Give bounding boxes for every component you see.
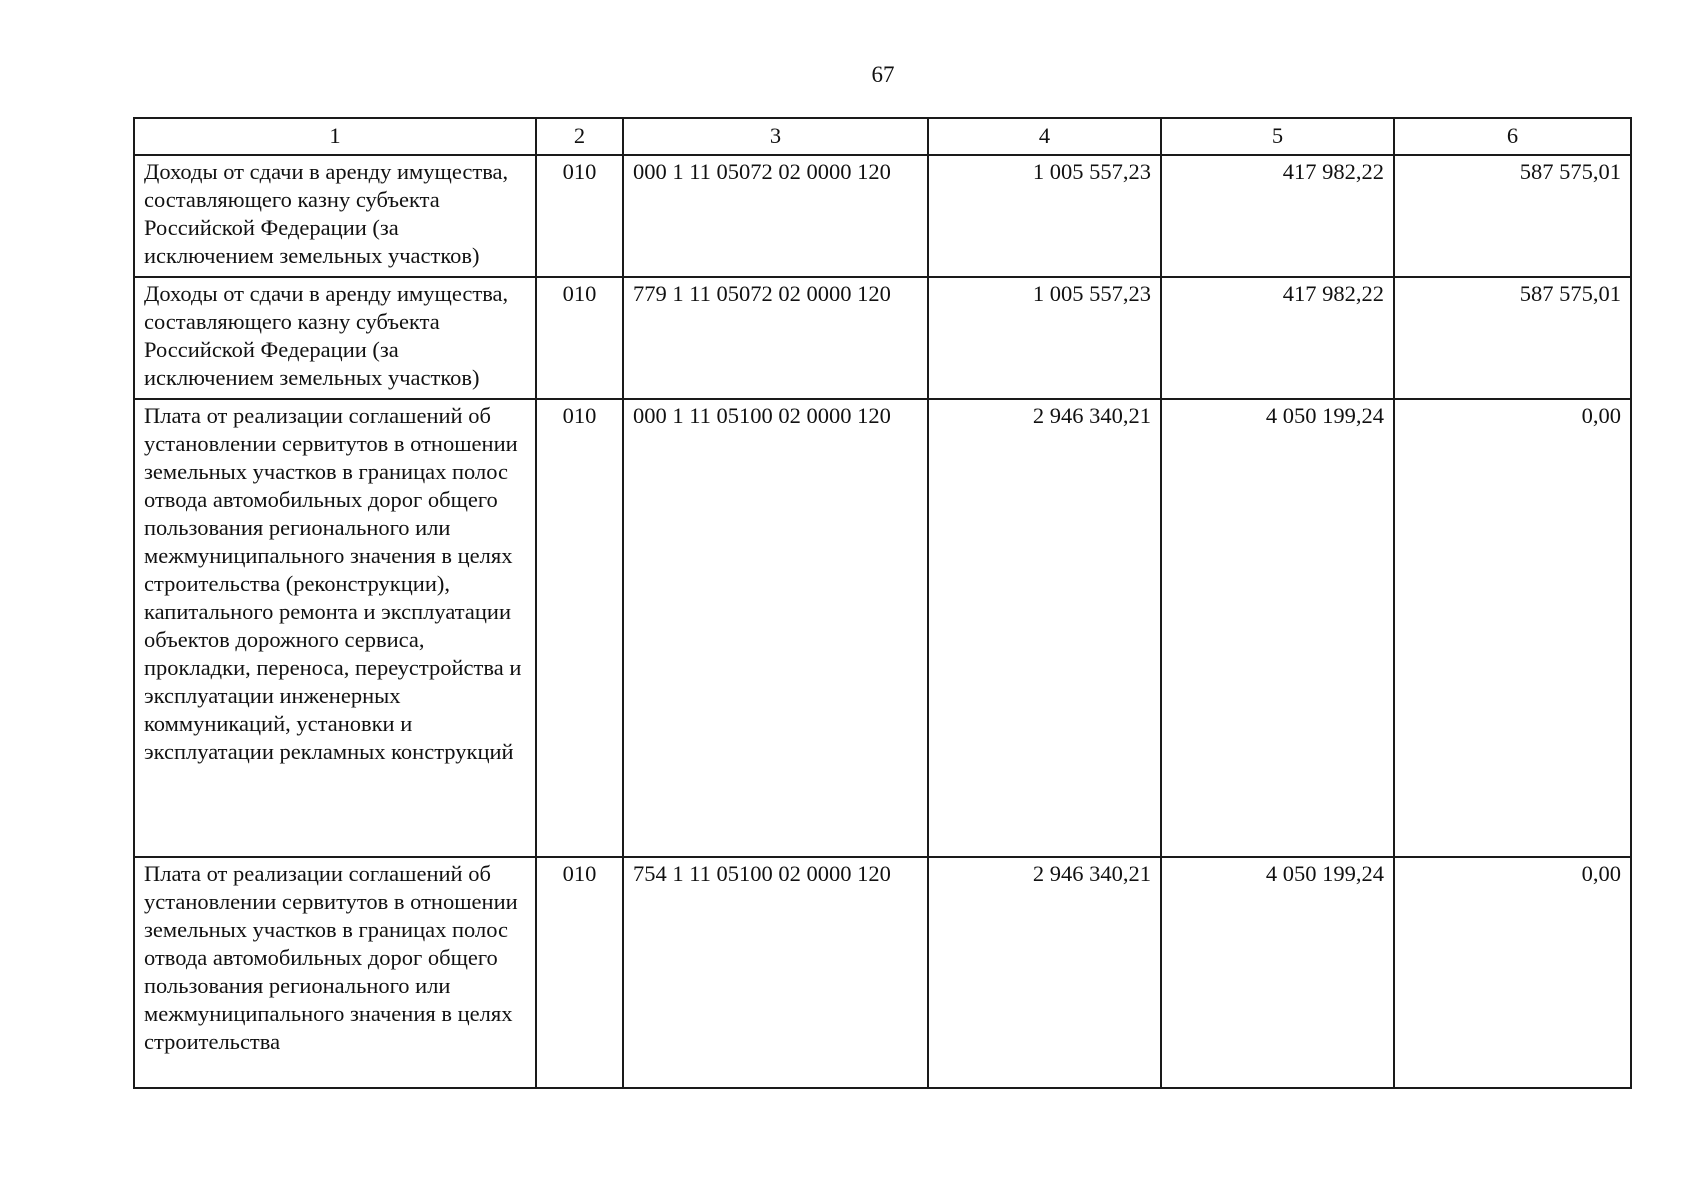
column-header: 1 bbox=[134, 118, 536, 155]
row-value-col4: 1 005 557,23 bbox=[928, 277, 1161, 399]
row-value-col6: 0,00 bbox=[1394, 399, 1631, 857]
column-header: 6 bbox=[1394, 118, 1631, 155]
row-value-col6: 0,00 bbox=[1394, 857, 1631, 1088]
table-row bbox=[134, 399, 1631, 857]
column-header: 3 bbox=[623, 118, 928, 155]
row-value-col4: 1 005 557,23 bbox=[928, 155, 1161, 277]
column-header: 4 bbox=[928, 118, 1161, 155]
row-budget-classification-code: 000 1 11 05100 02 0000 120 bbox=[623, 399, 928, 857]
table-header-row bbox=[134, 118, 1631, 155]
table-row bbox=[134, 277, 1631, 399]
row-value-col4: 2 946 340,21 bbox=[928, 399, 1161, 857]
row-value-col5: 4 050 199,24 bbox=[1161, 857, 1394, 1088]
revenue-table bbox=[133, 117, 1632, 1089]
row-budget-classification-code: 754 1 11 05100 02 0000 120 bbox=[623, 857, 928, 1088]
column-header: 5 bbox=[1161, 118, 1394, 155]
table-row bbox=[134, 155, 1631, 277]
row-value-col5: 417 982,22 bbox=[1161, 277, 1394, 399]
row-description: Доходы от сдачи в аренду имущества, составляющего казну субъекта Российской Федерации (за исключением земельных участков) bbox=[134, 155, 536, 277]
table-row bbox=[134, 857, 1631, 1088]
column-header: 2 bbox=[536, 118, 623, 155]
row-code: 010 bbox=[536, 155, 623, 277]
row-description: Плата от реализации соглашений об установлении сервитутов в отношении земельных участков в границах полос отвода автомобильных дорог общего пользования регионального или межмуниципального значения в целях строительства bbox=[134, 857, 536, 1088]
row-budget-classification-code: 779 1 11 05072 02 0000 120 bbox=[623, 277, 928, 399]
row-code: 010 bbox=[536, 857, 623, 1088]
row-value-col6: 587 575,01 bbox=[1394, 155, 1631, 277]
row-code: 010 bbox=[536, 399, 623, 857]
row-value-col4: 2 946 340,21 bbox=[928, 857, 1161, 1088]
row-code: 010 bbox=[536, 277, 623, 399]
row-description: Доходы от сдачи в аренду имущества, составляющего казну субъекта Российской Федерации (за исключением земельных участков) bbox=[134, 277, 536, 399]
row-value-col5: 417 982,22 bbox=[1161, 155, 1394, 277]
row-value-col5: 4 050 199,24 bbox=[1161, 399, 1394, 857]
row-value-col6: 587 575,01 bbox=[1394, 277, 1631, 399]
row-budget-classification-code: 000 1 11 05072 02 0000 120 bbox=[623, 155, 928, 277]
row-description: Плата от реализации соглашений об установлении сервитутов в отношении земельных участков в границах полос отвода автомобильных дорог общего пользования регионального или межмуниципального значения в целях строительства (реконструкции), капитального ремонта и эксплуатации объектов дорожного сервиса, прокладки, переноса, переустройства и эксплуатации инженерных коммуникаций, установки и эксплуатации рекламных конструкций bbox=[134, 399, 536, 857]
page-number: 67 bbox=[871, 62, 895, 87]
